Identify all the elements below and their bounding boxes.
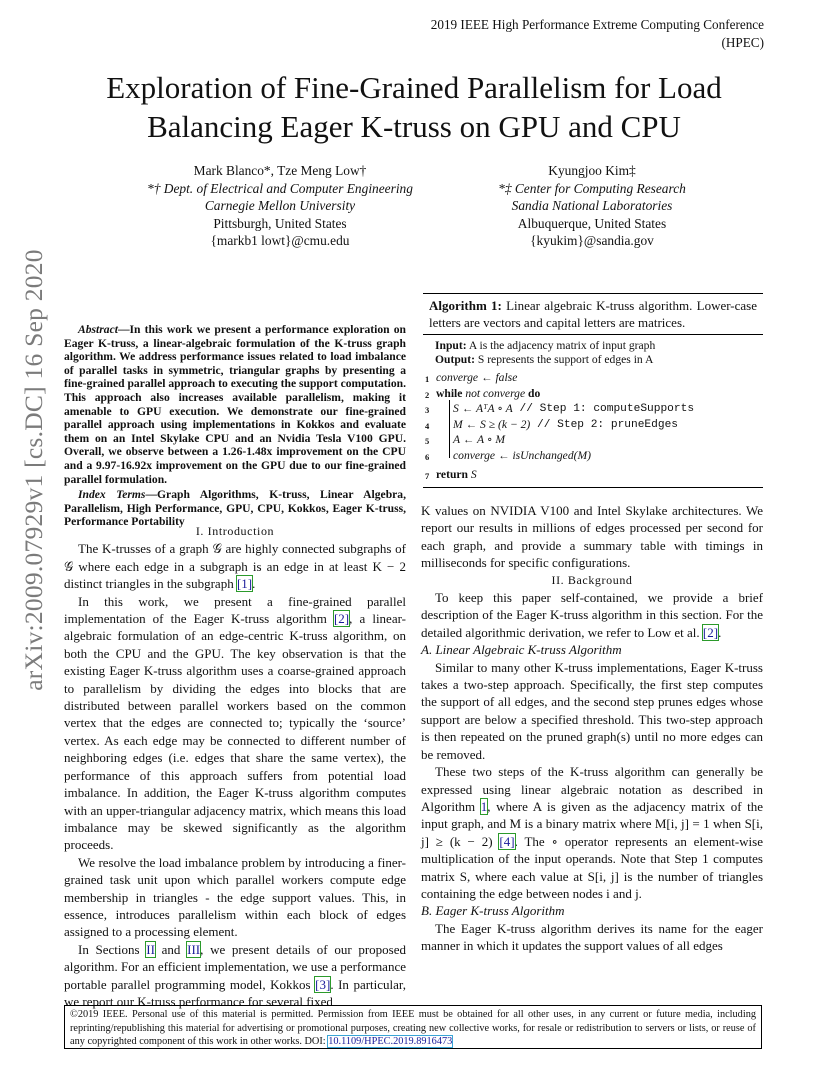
- algorithm-input: Input: A is the adjacency matrix of input graph: [435, 339, 656, 352]
- background-paragraph-1: To keep this paper self-contained, we provide a brief description of the Eager K-truss algorithm in this section. For the detailed algorithmic derivation, we refer to Low et al. [2].: [421, 590, 763, 640]
- algorithm-caption: [423, 294, 763, 334]
- citation-link[interactable]: [2]: [333, 611, 350, 627]
- abstract: [64, 323, 406, 529]
- doi-link[interactable]: 10.1109/HPEC.2019.8916473: [328, 1036, 453, 1048]
- conference-header: [431, 16, 764, 52]
- intro-paragraph-2: In this work, we present a fine-grained parallel implementation of the Eager K-truss algorithm [2], a linear-algebraic formulation of an edge-centric K-truss algorithm, on both the CPU and the GPU. The key observation is that the existing Eager K-truss algorithm uses a coarse-grained approach to parallelism by dividing the edges into blocks that are distributed between parallel workers based on the common vertex that the edges are connected to; typically the ‘source’ vertex. As each edge may be connected to different number of neighboring edges (i.e. edges that share the same vertex), the performance of this approach suffers from potential load imbalance. In addition, the Eager K-truss algorithm computes with an upper-triangular adjacency matrix, which means this load imbalance may be skewed significantly as the algorithm proceeds.: [64, 593, 406, 853]
- section-heading-introduction: I. Introduction: [195, 524, 275, 538]
- algorithm-line: 4 M ← S ≥ (k − 2) // Step 2: pruneEdges: [425, 417, 678, 431]
- section-link[interactable]: III: [187, 941, 201, 957]
- author-affiliation: *† Dept. of Electrical and Computer Engineering: [147, 180, 413, 196]
- title-line-2: Balancing Eager K-truss on GPU and CPU: [147, 109, 681, 144]
- arxiv-stamp-text: arXiv:2009.07929v1 [cs.DC] 16 Sep 2020: [19, 249, 48, 691]
- algorithm-line: 3 S ← AᵀA ∘ A // Step 1: computeSupports: [425, 402, 695, 416]
- abstract-paragraph: [64, 323, 406, 486]
- author-block-cmu: [135, 162, 425, 250]
- author-affiliation: *‡ Center for Computing Research: [498, 180, 686, 196]
- while-scope-bar: [449, 400, 450, 458]
- conference-name: 2019 IEEE High Performance Extreme Computing Conference: [430, 17, 764, 32]
- author-block-sandia: [462, 162, 722, 250]
- abstract-label: Abstract: [78, 323, 118, 336]
- author-location: Pittsburgh, United States: [213, 215, 347, 231]
- right-paragraph-0: K values on NVIDIA V100 and Intel Skylake architectures. We report our results in millions of edges processed per second for each graph, and provide a summary table with timings in milliseconds for specific configurations.: [421, 503, 763, 571]
- algorithm-line: 2 while not converge do: [425, 386, 541, 400]
- author-email: {markb1 lowt}@cmu.edu: [210, 233, 350, 248]
- arxiv-stamp: [14, 249, 54, 691]
- intro-paragraph-1: The K-trusses of a graph 𝒢 are highly connected subgraphs of 𝒢 where each edge in a subgraph is an edge in at least K − 2 distinct triangles in the subgraph [1].: [64, 541, 406, 592]
- algorithm-line: 6 converge ← isUnchanged(M): [425, 448, 592, 462]
- algorithm-bottom-rule: [423, 487, 763, 488]
- citation-link[interactable]: [3]: [315, 976, 331, 992]
- intro-paragraph-4: In Sections II and III, we present details of our proposed algorithm. For an efficient implementation, we use a performance portable parallel programming model, Kokkos [3]. In particular, we report our K-truss performance for several fixed: [64, 941, 406, 1009]
- author-names: Mark Blanco*, Tze Meng Low†: [193, 163, 367, 178]
- conference-acronym: (HPEC): [721, 35, 764, 50]
- algorithm-link[interactable]: 1: [480, 798, 488, 814]
- index-terms-text: —Graph Algorithms, K-truss, Linear Algebra, Parallelism, High Performance, GPU, CPU, Kokkos, Eager K-truss, Performance Portability: [64, 488, 406, 529]
- background-paragraph-3: These two steps of the K-truss algorithm can generally be expressed using linear algebraic notation as described in Algorithm 1, where A is given as the adjacency matrix of the input graph, and M is a binary matrix where M[i, j] = 1 when S[i, j] ≥ (k − 2) [4]. The ∘ operator represents an element-wise multiplication of the input operands. Note that Step 1 computes matrix S, where each value at S[i, j] is the number of triangles containing the edge between nodes i and j.: [421, 764, 763, 901]
- background-paragraph-2: Similar to many other K-truss implementations, Eager K-truss takes a two-step approach. Specifically, the first step computes the support of all edges, and the second step prunes edges whose support are below a specified threshold. This two-step approach is then repeated on the pruned graph(s) until no more edges can be removed.: [421, 659, 763, 762]
- citation-link[interactable]: [4]: [499, 833, 515, 849]
- copyright-text: ©2019 IEEE. Personal use of this material is permitted. Permission from IEEE must be obtained for all other uses, in any current or future media, including reprinting/republishing this material for advertising or promotional purposes, creating new collective works, for resale or redistribution to servers or lists, or reuse of any copyrighted component of this work in other works. DOI:: [70, 1009, 756, 1048]
- section-link[interactable]: II: [146, 941, 155, 957]
- intro-paragraph-3: We resolve the load imbalance problem by introducing a finer-grained task unit upon which parallel workers compute edge membership in triangles - the edge support values. This, in essence, introduces parallelism within each block of edges assigned to a processing element.: [64, 854, 406, 940]
- paper-title: [40, 68, 788, 146]
- author-location: Albuquerque, United States: [517, 215, 667, 231]
- algorithm-box: [423, 293, 763, 488]
- algorithm-lines: [423, 371, 763, 483]
- algorithm-caption-text: Linear algebraic K-truss algorithm. Lower-case letters are vectors and capital letters are matrices.: [429, 298, 757, 330]
- author-email: {kyukim}@sandia.gov: [530, 233, 654, 248]
- algorithm-label: Algorithm 1:: [429, 298, 502, 313]
- abstract-text: —In this work we present a performance exploration on Eager K-truss, a linear-algebraic formulation of the K-truss graph algorithm. We address performance issues related to load imbalance of parallel tasks in symmetric, triangular graphs by presenting a fine-grained parallel approach to executing the support computation. This approach also increases available parallelism, making it amenable to GPU execution. We demonstrate our fine-grained parallel approach using implementations in Kokkos and evaluate them on an Intel Skylake CPU and an Nvidia Tesla V100 GPU. Overall, we observe between a 1.26-1.48x improvement on the CPU and a 9.97-16.92x improvement on the GPU due to our fine-grained parallel formulation.: [64, 323, 406, 486]
- algorithm-output: Output: S represents the support of edges in A: [435, 353, 654, 366]
- author-names: Kyungjoo Kim‡: [548, 163, 636, 178]
- author-institution: Carnegie Mellon University: [204, 198, 356, 213]
- copyright-notice: [64, 1005, 762, 1049]
- algorithm-line: 1 converge ← false: [425, 371, 518, 384]
- background-paragraph-4: The Eager K-truss algorithm derives its name for the eager manner in which it updates the support values of all edges: [421, 920, 763, 954]
- right-column: [421, 502, 763, 955]
- section-heading-background: II. Background: [551, 572, 633, 587]
- algorithm-io: [423, 334, 763, 371]
- title-line-1: Exploration of Fine-Grained Parallelism for Load: [106, 70, 722, 105]
- author-institution: Sandia National Laboratories: [511, 198, 673, 213]
- index-terms-label: Index Terms: [78, 488, 146, 502]
- algorithm-line: 5 A ← A ∘ M: [425, 433, 506, 447]
- algorithm-line: 7 return S: [425, 467, 477, 481]
- citation-link[interactable]: [2]: [702, 624, 719, 640]
- left-column: [64, 523, 406, 1010]
- citation-link[interactable]: [1]: [236, 576, 253, 592]
- subsection-heading-a: A. Linear Algebraic K-truss Algorithm: [421, 642, 622, 658]
- subsection-heading-b: B. Eager K-truss Algorithm: [421, 903, 565, 919]
